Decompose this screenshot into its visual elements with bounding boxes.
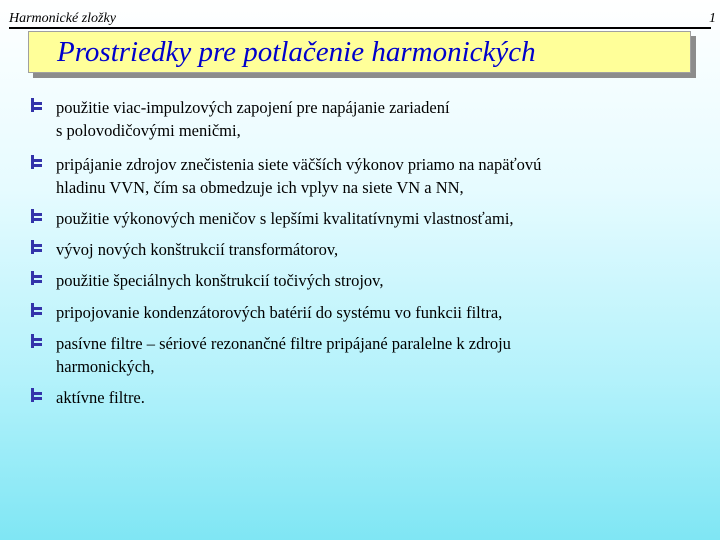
bullet-text: pasívne filtre – sériové rezonančné filtre pripájané paralelne k zdroju harmonických,: [56, 334, 511, 376]
flag-bullet-icon: [29, 240, 43, 254]
bullet-text: aktívne filtre.: [56, 388, 145, 407]
flag-bullet-icon: [29, 334, 43, 348]
bullet-text: použitie viac-impulzových zapojení pre napájanie zariadení s polovodičovými meničmi,: [56, 98, 450, 140]
flag-bullet-icon: [29, 271, 43, 285]
page-number: 1: [709, 11, 716, 26]
header-divider: [9, 27, 711, 29]
bullet-text: vývoj nových konštrukcií transformátorov,: [56, 240, 339, 259]
slide-title: Prostriedky pre potlačenie harmonických: [57, 36, 536, 68]
bullet-text: pripájanie zdrojov znečistenia siete väčších výkonov priamo na napäťovú hladinu VVN, čím sa obmedzuje ich vplyv na siete VN a NN,: [56, 155, 542, 197]
flag-bullet-icon: [29, 98, 43, 112]
header-section-label: Harmonické zložky: [9, 11, 116, 26]
flag-bullet-icon: [29, 303, 43, 317]
bullet-text: pripojovanie kondenzátorových batérií do systému vo funkcii filtra,: [56, 303, 503, 322]
bullet-text: použitie špeciálnych konštrukcií točivých strojov,: [56, 271, 384, 290]
flag-bullet-icon: [29, 155, 43, 169]
flag-bullet-icon: [29, 388, 43, 402]
bullet-text: použitie výkonových meničov s lepšími kvalitatívnymi vlastnosťami,: [56, 209, 514, 228]
flag-bullet-icon: [29, 209, 43, 223]
